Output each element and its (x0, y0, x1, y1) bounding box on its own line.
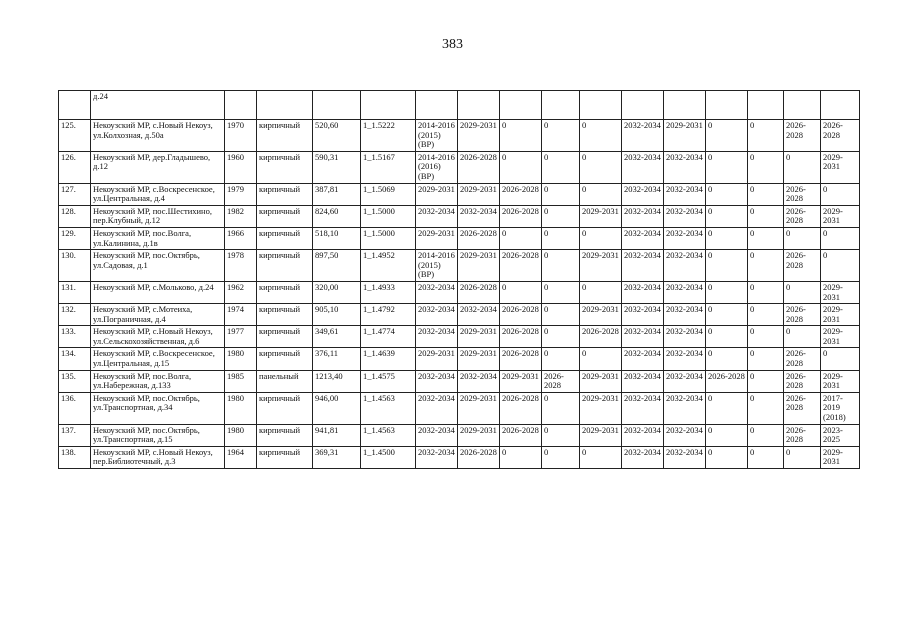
table-cell: 1_1.4774 (361, 326, 416, 348)
table-cell: Некоузский МР, с.Мотеиха, ул.Пограничная, д.4 (91, 304, 225, 326)
table-cell: 138. (59, 446, 91, 468)
table-cell: 2029-2031 (458, 326, 500, 348)
table-cell: 1985 (225, 370, 257, 392)
table-cell: 2026-2028 (784, 183, 821, 205)
table-cell: 2026-2028 (784, 205, 821, 227)
table-cell: 946,00 (313, 392, 361, 424)
table-cell: 2029-2031 (458, 424, 500, 446)
table-cell: 2032-2034 (416, 392, 458, 424)
table-cell: 0 (542, 392, 580, 424)
table-cell: 1_1.4952 (361, 250, 416, 282)
table-cell: 2029-2031 (821, 370, 860, 392)
table-cell: 2029-2031 (821, 205, 860, 227)
table-cell: 2029-2031 (664, 120, 706, 152)
table-cell: 0 (500, 120, 542, 152)
table-cell: Некоузский МР, пос.Волга, ул.Набережная, д.133 (91, 370, 225, 392)
table-cell: 2032-2034 (622, 205, 664, 227)
table-cell: Некоузский МР, с.Воскресенское, ул.Центральная, д.4 (91, 183, 225, 205)
table-cell (257, 91, 313, 120)
table-cell: 905,10 (313, 304, 361, 326)
table-cell: 2029-2031 (458, 392, 500, 424)
table-cell: 2029-2031 (821, 446, 860, 468)
table-cell: 2032-2034 (458, 370, 500, 392)
table-cell: 349,61 (313, 326, 361, 348)
table-cell: 2029-2031 (416, 183, 458, 205)
table-cell: 1_1.4500 (361, 446, 416, 468)
table-cell: 131. (59, 281, 91, 303)
table-row (59, 151, 860, 183)
table-cell: кирпичный (257, 392, 313, 424)
table-cell: кирпичный (257, 348, 313, 370)
table-cell: 0 (748, 120, 784, 152)
table-cell: 387,81 (313, 183, 361, 205)
table-cell: 2029-2031 (580, 370, 622, 392)
table-cell (580, 91, 622, 120)
table-cell: 2032-2034 (622, 151, 664, 183)
table-cell: 0 (580, 120, 622, 152)
table-cell: 2026-2028 (500, 348, 542, 370)
table-cell (59, 91, 91, 120)
table-cell: 1_1.5000 (361, 205, 416, 227)
table-cell: 0 (542, 304, 580, 326)
table-cell: 2029-2031 (821, 281, 860, 303)
table-cell: 2026-2028 (784, 304, 821, 326)
table-cell (542, 91, 580, 120)
table-row (59, 446, 860, 468)
table-cell: 2026-2028 (458, 281, 500, 303)
table-cell: 1_1.4639 (361, 348, 416, 370)
table-cell: Некоузский МР, пос.Октябрь, ул.Транспортная, д.15 (91, 424, 225, 446)
table-cell: 132. (59, 304, 91, 326)
table-cell: 2029-2031 (580, 424, 622, 446)
table-cell: 2032-2034 (622, 446, 664, 468)
table-cell: 2026-2028 (784, 370, 821, 392)
table-cell: 129. (59, 227, 91, 249)
table-cell: 2032-2034 (622, 183, 664, 205)
table-cell: 127. (59, 183, 91, 205)
table-cell: 2026-2028 (500, 205, 542, 227)
table-cell: 824,60 (313, 205, 361, 227)
table-row (59, 304, 860, 326)
table-cell: 2032-2034 (416, 326, 458, 348)
table-cell: 0 (706, 151, 748, 183)
table-cell: 126. (59, 151, 91, 183)
table-cell: 2032-2034 (458, 304, 500, 326)
table-cell: 0 (748, 370, 784, 392)
table-cell: 0 (542, 326, 580, 348)
table-cell: 1980 (225, 348, 257, 370)
table-cell: 2029-2031 (458, 348, 500, 370)
table-cell: 0 (748, 281, 784, 303)
table-cell: 2014-2016 (2016) (ВР) (416, 151, 458, 183)
table-cell: 0 (542, 183, 580, 205)
table-cell: 2032-2034 (664, 370, 706, 392)
table-cell: 137. (59, 424, 91, 446)
table-cell: 590,31 (313, 151, 361, 183)
table-cell: 0 (706, 227, 748, 249)
table-cell: кирпичный (257, 281, 313, 303)
table-cell: 0 (706, 120, 748, 152)
table-row (59, 348, 860, 370)
table-cell: 0 (542, 227, 580, 249)
table-cell: 2026-2028 (458, 227, 500, 249)
table-cell: 2026-2028 (580, 326, 622, 348)
table-cell: 2023-2025 (821, 424, 860, 446)
table-cell: 0 (748, 304, 784, 326)
table-cell: 2026-2028 (458, 151, 500, 183)
table-cell: кирпичный (257, 227, 313, 249)
table-cell: 2026-2028 (458, 446, 500, 468)
table-cell (784, 91, 821, 120)
table-cell: 0 (784, 446, 821, 468)
table-cell: 0 (821, 183, 860, 205)
table-row (59, 227, 860, 249)
table-cell: 0 (748, 205, 784, 227)
table-cell: 2026-2028 (500, 326, 542, 348)
table-cell: 0 (542, 281, 580, 303)
table-row (59, 205, 860, 227)
table-cell: 2026-2028 (542, 370, 580, 392)
table-cell: 941,81 (313, 424, 361, 446)
table-row (59, 424, 860, 446)
table-cell: 369,31 (313, 446, 361, 468)
table-cell: 0 (748, 326, 784, 348)
table-cell (500, 91, 542, 120)
table-cell (706, 91, 748, 120)
table-cell: 2032-2034 (622, 370, 664, 392)
table-cell: 2032-2034 (416, 370, 458, 392)
table-cell: 0 (500, 151, 542, 183)
table-cell: 0 (706, 424, 748, 446)
table-cell: 2032-2034 (664, 326, 706, 348)
table-cell: 1_1.4933 (361, 281, 416, 303)
table-cell: панельный (257, 370, 313, 392)
table-cell: 1978 (225, 250, 257, 282)
table-cell: 1960 (225, 151, 257, 183)
table-cell: 1977 (225, 326, 257, 348)
table-cell: 0 (706, 326, 748, 348)
table-cell: 2029-2031 (580, 250, 622, 282)
table-cell: 2032-2034 (622, 227, 664, 249)
table-cell (664, 91, 706, 120)
table-cell: кирпичный (257, 326, 313, 348)
table-cell: 0 (784, 281, 821, 303)
table-cell: 2029-2031 (458, 183, 500, 205)
table-cell: 2032-2034 (664, 446, 706, 468)
table-cell: 0 (748, 183, 784, 205)
table-cell: 2029-2031 (821, 326, 860, 348)
table-cell: 1980 (225, 424, 257, 446)
table-cell: 2032-2034 (664, 392, 706, 424)
table-cell: Некоузский МР, пос.Волга, ул.Калинина, д.1в (91, 227, 225, 249)
table-cell: Некоузский МР, пос.Шестихино, пер.Клубный, д.12 (91, 205, 225, 227)
table-cell: 1213,40 (313, 370, 361, 392)
table-cell: 0 (580, 281, 622, 303)
table-cell: 128. (59, 205, 91, 227)
table-cell: 0 (706, 392, 748, 424)
table-cell: 376,11 (313, 348, 361, 370)
table-cell: 0 (748, 348, 784, 370)
table-cell: 2026-2028 (784, 424, 821, 446)
table-cell: 2029-2031 (500, 370, 542, 392)
table-cell: 2032-2034 (664, 281, 706, 303)
table-cell: 0 (580, 151, 622, 183)
table-cell (416, 91, 458, 120)
table-cell: 2032-2034 (664, 151, 706, 183)
table-cell: 2032-2034 (622, 392, 664, 424)
page-number: 383 (442, 37, 463, 52)
table-cell: 2026-2028 (784, 392, 821, 424)
table-cell: кирпичный (257, 120, 313, 152)
table-cell: Некоузский МР, с.Воскресенское, ул.Центральная, д.15 (91, 348, 225, 370)
table-cell (225, 91, 257, 120)
table-cell: 2032-2034 (416, 281, 458, 303)
table-cell: 2032-2034 (622, 326, 664, 348)
table-cell: 0 (542, 205, 580, 227)
table-cell: 0 (580, 348, 622, 370)
table-cell: 2026-2028 (500, 250, 542, 282)
table-cell: 2026-2028 (784, 250, 821, 282)
table-cell: 1964 (225, 446, 257, 468)
table-cell: 1_1.4792 (361, 304, 416, 326)
table-row (59, 250, 860, 282)
table-cell: 0 (748, 227, 784, 249)
table-cell: 0 (706, 348, 748, 370)
table-cell: 2029-2031 (458, 250, 500, 282)
table-cell: 2017-2019 (2018) (821, 392, 860, 424)
table-cell: д.24 (91, 91, 225, 120)
table-cell: 0 (706, 183, 748, 205)
table-cell (748, 91, 784, 120)
table-cell: 2032-2034 (622, 424, 664, 446)
table-cell: 2029-2031 (821, 151, 860, 183)
table-cell: 0 (500, 281, 542, 303)
table-cell: 2029-2031 (416, 348, 458, 370)
table-cell: Некоузский МР, с.Новый Некоуз, ул.Колхозная, д.50а (91, 120, 225, 152)
table-cell: Некоузский МР, пос.Октябрь, ул.Транспортная, д.34 (91, 392, 225, 424)
table-row (59, 183, 860, 205)
table-cell: 2032-2034 (664, 304, 706, 326)
table-cell: 1_1.4575 (361, 370, 416, 392)
table-cell: 1_1.5167 (361, 151, 416, 183)
table-cell: 2032-2034 (664, 250, 706, 282)
table-cell (622, 91, 664, 120)
table-cell: 1_1.4563 (361, 392, 416, 424)
table-cell: 2032-2034 (664, 205, 706, 227)
table-cell: 2032-2034 (458, 205, 500, 227)
table-cell: 0 (748, 446, 784, 468)
table-cell: 0 (542, 151, 580, 183)
table-cell: кирпичный (257, 183, 313, 205)
table-cell: 2026-2028 (706, 370, 748, 392)
table-cell: 2029-2031 (416, 227, 458, 249)
table-cell: 130. (59, 250, 91, 282)
table-cell: 1962 (225, 281, 257, 303)
table-cell: 133. (59, 326, 91, 348)
table-cell: 2026-2028 (500, 183, 542, 205)
table-cell: 0 (784, 326, 821, 348)
table-cell: 1_1.5000 (361, 227, 416, 249)
table-cell: 2026-2028 (500, 392, 542, 424)
table-cell: Некоузский МР, дер.Гладышево, д.12 (91, 151, 225, 183)
table-cell: 0 (784, 227, 821, 249)
table-cell: 2032-2034 (622, 348, 664, 370)
table-row-continuation (59, 91, 860, 120)
table-cell: 2032-2034 (622, 281, 664, 303)
table-cell: 136. (59, 392, 91, 424)
table-cell: Некоузский МР, с.Новый Некоуз, пер.Библиотечный, д.3 (91, 446, 225, 468)
table-cell: 2026-2028 (784, 120, 821, 152)
table-cell: 0 (542, 446, 580, 468)
table-row (59, 392, 860, 424)
table-cell: 2029-2031 (580, 304, 622, 326)
table-cell: 1_1.5222 (361, 120, 416, 152)
table-row (59, 281, 860, 303)
table-cell: 2026-2028 (500, 304, 542, 326)
table-cell: 135. (59, 370, 91, 392)
table-cell: 2032-2034 (416, 424, 458, 446)
table-cell: кирпичный (257, 205, 313, 227)
table-cell: кирпичный (257, 250, 313, 282)
table-cell (821, 91, 860, 120)
table-cell: 1_1.5069 (361, 183, 416, 205)
table-cell: 2026-2028 (784, 348, 821, 370)
table-cell: 0 (706, 446, 748, 468)
table-cell: 1974 (225, 304, 257, 326)
table-cell: 1_1.4563 (361, 424, 416, 446)
table-cell: 320,00 (313, 281, 361, 303)
table-cell: 0 (542, 424, 580, 446)
table-cell: Некоузский МР, пос.Октябрь, ул.Садовая, д.1 (91, 250, 225, 282)
table-cell: кирпичный (257, 151, 313, 183)
table-cell: 2032-2034 (622, 120, 664, 152)
table-cell: 0 (706, 250, 748, 282)
table-cell: 2032-2034 (664, 183, 706, 205)
table-cell: 0 (748, 151, 784, 183)
table-cell: кирпичный (257, 304, 313, 326)
table-cell: 2032-2034 (622, 304, 664, 326)
table-cell: 0 (821, 348, 860, 370)
table-cell: 520,60 (313, 120, 361, 152)
table-cell: 518,10 (313, 227, 361, 249)
table-cell: 0 (500, 227, 542, 249)
table-cell: 0 (706, 281, 748, 303)
table-row (59, 370, 860, 392)
table-cell: 2032-2034 (664, 348, 706, 370)
table-cell: 1979 (225, 183, 257, 205)
table-cell: 0 (821, 250, 860, 282)
table-cell: 2029-2031 (458, 120, 500, 152)
table-cell: 0 (748, 424, 784, 446)
table-cell: 0 (748, 392, 784, 424)
table-cell: 2032-2034 (416, 446, 458, 468)
table-cell: 1966 (225, 227, 257, 249)
table-cell: 0 (821, 227, 860, 249)
table-cell: 0 (580, 227, 622, 249)
table-cell: 2032-2034 (416, 205, 458, 227)
table-cell: 897,50 (313, 250, 361, 282)
table-cell: 0 (542, 348, 580, 370)
table-cell: 0 (580, 183, 622, 205)
table-cell: 0 (542, 250, 580, 282)
table-cell: 1982 (225, 205, 257, 227)
table-cell: кирпичный (257, 446, 313, 468)
table-cell: 0 (784, 151, 821, 183)
table-cell: 2026-2028 (821, 120, 860, 152)
table-row (59, 120, 860, 152)
table-cell: 2026-2028 (500, 424, 542, 446)
table-cell: 2032-2034 (622, 250, 664, 282)
table-cell: 1970 (225, 120, 257, 152)
table-cell: 125. (59, 120, 91, 152)
table-cell: 0 (500, 446, 542, 468)
table-cell: 0 (580, 446, 622, 468)
table-body (59, 91, 860, 469)
table-cell: Некоузский МР, с.Мольково, д.24 (91, 281, 225, 303)
table-cell (361, 91, 416, 120)
housing-register-table (58, 90, 860, 469)
table-row (59, 326, 860, 348)
table-cell: 2032-2034 (416, 304, 458, 326)
table-cell: 0 (706, 304, 748, 326)
table-cell: 2029-2031 (580, 205, 622, 227)
table-cell: 2029-2031 (580, 392, 622, 424)
table-cell: 0 (748, 250, 784, 282)
table-cell: кирпичный (257, 424, 313, 446)
table-cell (458, 91, 500, 120)
table-cell: Некоузский МР, с.Новый Некоуз, ул.Сельскохозяйственная, д.6 (91, 326, 225, 348)
table-cell: 0 (706, 205, 748, 227)
table-cell: 2014-2016 (2015) (ВР) (416, 120, 458, 152)
table-cell: 134. (59, 348, 91, 370)
table-cell: 2032-2034 (664, 227, 706, 249)
table-cell: 0 (542, 120, 580, 152)
table-cell: 2032-2034 (664, 424, 706, 446)
table-cell (313, 91, 361, 120)
table-cell: 1980 (225, 392, 257, 424)
table-cell: 2029-2031 (821, 304, 860, 326)
table-cell: 2014-2016 (2015) (ВР) (416, 250, 458, 282)
